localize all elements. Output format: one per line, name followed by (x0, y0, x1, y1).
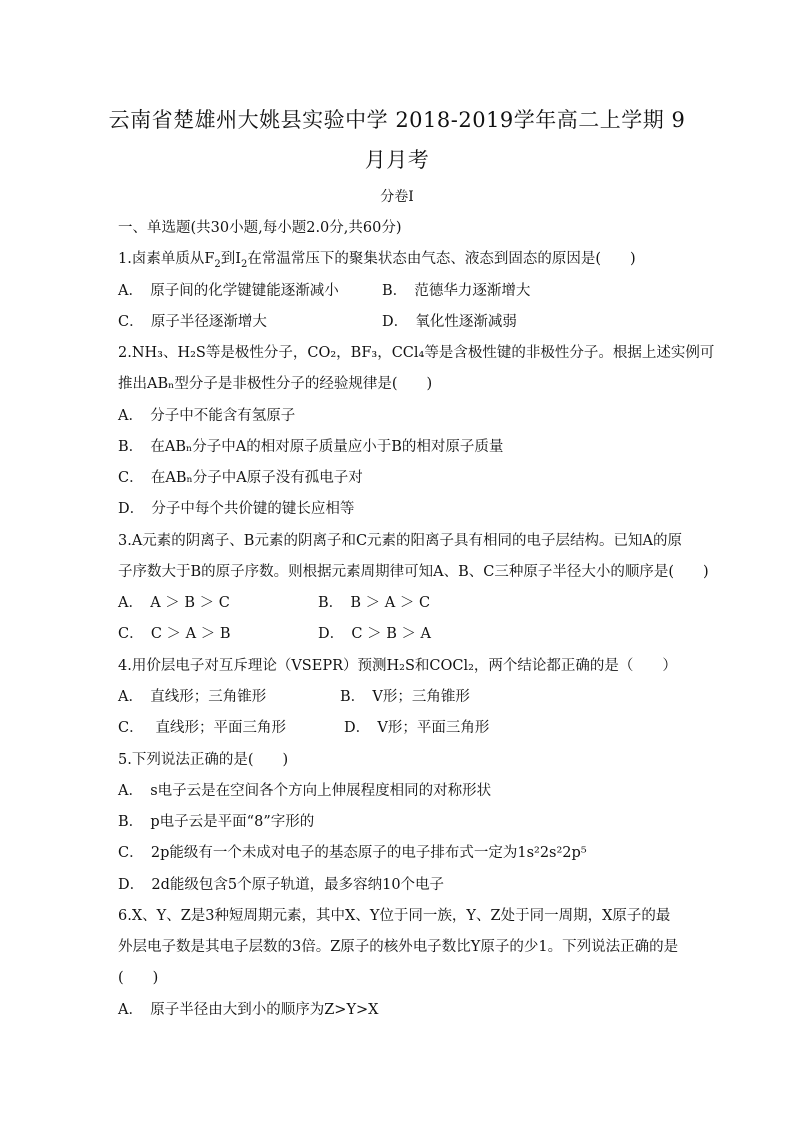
q5-option-d: D． 2d能级包含5个原子轨道，最多容纳10个电子 (118, 877, 445, 893)
q6-stem-line1: 6.X、Y、Z是3种短周期元素，其中X、Y位于同一族，Y、Z处于同一周期，X原子的最 (118, 908, 671, 924)
q2-option-a: A． 分子中不能含有氢原子 (118, 408, 296, 424)
q5-option-b: B． p电子云是平面“8”字形的 (118, 814, 315, 830)
q3-option-b: B． B ＞ A ＞ C (318, 595, 431, 611)
q1-stem-sub2: 2 (241, 258, 248, 270)
q5-option-c: C． 2p能级有一个未成对电子的基态原子的电子排布式一定为1s²2s²2p⁵ (118, 845, 587, 861)
q1-option-b: B． 范德华力逐渐增大 (382, 283, 531, 299)
q1-stem (118, 247, 636, 270)
q2-option-d: D． 分子中每个共价键的键长应相等 (118, 501, 355, 517)
q3-option-a: A． A ＞ B ＞ C (118, 595, 230, 611)
q1-option-c: C． 原子半径逐渐增大 (118, 314, 267, 330)
q4-option-c: C． 直线形；平面三角形 (118, 720, 286, 736)
q5-stem: 5.下列说法正确的是( ) (118, 752, 289, 768)
q2-option-b: B． 在ABₙ分子中A的相对原子质量应小于B的相对原子质量 (118, 439, 504, 455)
q6-option-a: A． 原子半径由大到小的顺序为Z>Y>X (118, 1002, 379, 1018)
q3-stem-line2: 子序数大于B的原子序数。则根据元素周期律可知A、B、C三种原子半径大小的顺序是( ) (118, 564, 709, 580)
q3-stem-line1: 3.A元素的阴离子、B元素的阴离子和C元素的阳离子具有相同的电子层结构。已知A的原 (118, 533, 683, 549)
q2-stem-line2: 推出ABₙ型分子是非极性分子的经验规律是( ) (118, 376, 433, 392)
q4-option-d: D． V形；平面三角形 (344, 720, 490, 736)
q1-option-a: A． 原子间的化学键键能逐渐减小 (118, 283, 339, 299)
exam-title-line1: 云南省楚雄州大姚县实验中学 2018-2019学年高二上学期 9 (108, 108, 686, 132)
q2-stem-line1: 2.NH₃、H₂S等是极性分子，CO₂，BF₃，CCl₄等是含极性键的非极性分子。根据上述实例可 (118, 345, 715, 361)
q6-stem-line2: 外层电子数是其电子层数的3倍。Z原子的核外电子数比Y原子的少1。下列说法正确的是 (118, 939, 679, 955)
q3-option-c: C． C ＞ A ＞ B (118, 626, 231, 642)
q1-stem-part3: 在常温常压下的聚集状态由气态、液态到固态的原因是( ) (247, 251, 636, 267)
volume-label: 分卷I (380, 189, 414, 205)
q4-option-b: B． V形；三角锥形 (340, 689, 470, 705)
section-heading: 一、单选题(共30小题,每小题2.0分,共60分) (118, 220, 402, 236)
q5-option-a: A． s电子云是在空间各个方向上伸展程度相同的对称形状 (118, 783, 492, 799)
q1-stem-part1: 1.卤素单质从F (118, 251, 215, 267)
exam-title-line2: 月月考 (364, 148, 430, 172)
q3-option-d: D． C ＞ B ＞ A (318, 626, 432, 642)
q6-stem-line3: ( ) (118, 970, 159, 986)
q1-option-d: D． 氧化性逐渐减弱 (382, 314, 517, 330)
q1-stem-part2: 到I (220, 251, 242, 267)
q1-stem-sub1: 2 (214, 258, 221, 270)
q2-option-c: C． 在ABₙ分子中A原子没有孤电子对 (118, 470, 363, 486)
q4-option-a: A． 直线形；三角锥形 (118, 689, 267, 705)
q4-stem: 4.用价层电子对互斥理论（VSEPR）预测H₂S和COCl₂，两个结论都正确的是（ ） (118, 658, 677, 674)
